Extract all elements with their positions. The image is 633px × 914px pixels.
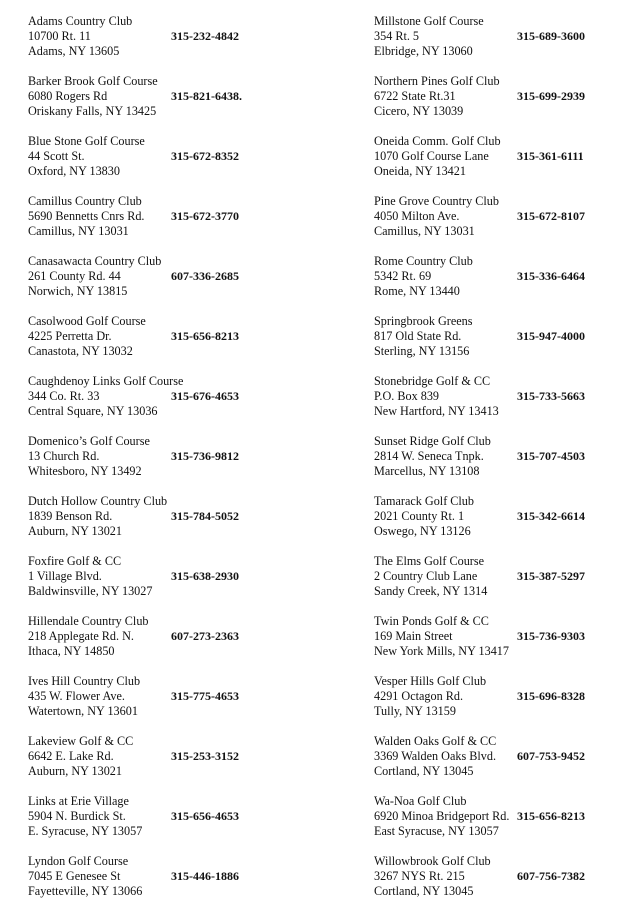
golf-course-entry xyxy=(374,374,624,434)
course-address: 2 Country Club Lane xyxy=(374,569,478,584)
course-address: 6920 Minoa Bridgeport Rd. xyxy=(374,809,510,824)
course-address: 218 Applegate Rd. N. xyxy=(28,629,134,644)
course-phone: 315-672-3770 xyxy=(171,209,239,224)
course-phone: 315-733-5663 xyxy=(517,389,585,404)
course-phone: 315-656-4653 xyxy=(171,809,239,824)
golf-course-entry xyxy=(28,554,318,614)
course-name: Lyndon Golf Course xyxy=(28,854,129,868)
course-phone: 607-756-7382 xyxy=(517,869,585,884)
course-name: Vesper Hills Golf Club xyxy=(374,674,487,688)
golf-course-entry xyxy=(28,134,318,194)
course-phone: 315-638-2930 xyxy=(171,569,239,584)
course-address: 2021 County Rt. 1 xyxy=(374,509,465,524)
course-address: 10700 Rt. 11 xyxy=(28,29,91,44)
golf-course-entry xyxy=(28,74,318,134)
course-phone: 315-689-3600 xyxy=(517,29,585,44)
golf-course-entry xyxy=(374,434,624,494)
course-address: 6722 State Rt.31 xyxy=(374,89,456,104)
course-address: 3369 Walden Oaks Blvd. xyxy=(374,749,497,764)
golf-course-entry xyxy=(374,734,624,794)
golf-course-entry xyxy=(28,374,318,434)
course-address: 5690 Bennetts Cnrs Rd. xyxy=(28,209,145,224)
course-name: Lakeview Golf & CC xyxy=(28,734,134,748)
course-city: Cicero, NY 13039 xyxy=(374,104,464,119)
course-name: Blue Stone Golf Course xyxy=(28,134,145,148)
course-city: Watertown, NY 13601 xyxy=(28,704,138,719)
course-phone: 315-446-1886 xyxy=(171,869,239,884)
course-name: Hillendale Country Club xyxy=(28,614,149,628)
golf-course-entry xyxy=(28,434,318,494)
golf-course-entry xyxy=(28,614,318,674)
course-phone: 315-656-8213 xyxy=(517,809,585,824)
course-city: Marcellus, NY 13108 xyxy=(374,464,480,479)
course-address: 261 County Rd. 44 xyxy=(28,269,121,284)
course-phone: 315-947-4000 xyxy=(517,329,585,344)
course-city: Central Square, NY 13036 xyxy=(28,404,158,419)
course-phone: 315-361-6111 xyxy=(517,149,584,164)
course-phone: 315-336-6464 xyxy=(517,269,585,284)
course-name: Barker Brook Golf Course xyxy=(28,74,158,88)
golf-course-entry xyxy=(374,554,624,614)
course-city: Auburn, NY 13021 xyxy=(28,764,122,779)
course-city: Adams, NY 13605 xyxy=(28,44,120,59)
course-address: 435 W. Flower Ave. xyxy=(28,689,125,704)
course-city: Fayetteville, NY 13066 xyxy=(28,884,143,899)
course-city: Canastota, NY 13032 xyxy=(28,344,133,359)
course-phone: 607-753-9452 xyxy=(517,749,585,764)
course-address: 4225 Perretta Dr. xyxy=(28,329,112,344)
course-address: 5904 N. Burdick St. xyxy=(28,809,126,824)
course-phone: 315-342-6614 xyxy=(517,509,585,524)
course-city: Oswego, NY 13126 xyxy=(374,524,471,539)
course-phone: 315-253-3152 xyxy=(171,749,239,764)
golf-course-entry xyxy=(28,314,318,374)
golf-course-entry xyxy=(374,14,624,74)
course-city: Tully, NY 13159 xyxy=(374,704,456,719)
golf-course-entry xyxy=(28,194,318,254)
course-phone: 607-273-2363 xyxy=(171,629,239,644)
course-city: Oneida, NY 13421 xyxy=(374,164,466,179)
course-address: 1070 Golf Course Lane xyxy=(374,149,489,164)
course-city: East Syracuse, NY 13057 xyxy=(374,824,499,839)
course-city: Oxford, NY 13830 xyxy=(28,164,120,179)
course-name: Caughdenoy Links Golf Course xyxy=(28,374,184,388)
course-name: Dutch Hollow Country Club xyxy=(28,494,168,508)
golf-course-entry xyxy=(374,794,624,854)
course-city: New Hartford, NY 13413 xyxy=(374,404,499,419)
course-phone: 315-699-2939 xyxy=(517,89,585,104)
course-address: 44 Scott St. xyxy=(28,149,85,164)
course-city: New York Mills, NY 13417 xyxy=(374,644,509,659)
course-address: 5342 Rt. 69 xyxy=(374,269,432,284)
golf-course-entry xyxy=(28,794,318,854)
course-address: 7045 E Genesee St xyxy=(28,869,121,884)
course-city: Rome, NY 13440 xyxy=(374,284,460,299)
course-name: Tamarack Golf Club xyxy=(374,494,474,508)
course-name: Adams Country Club xyxy=(28,14,133,28)
course-phone: 315-707-4503 xyxy=(517,449,585,464)
course-city: Auburn, NY 13021 xyxy=(28,524,122,539)
course-name: Oneida Comm. Golf Club xyxy=(374,134,501,148)
course-address: 6642 E. Lake Rd. xyxy=(28,749,114,764)
golf-course-entry xyxy=(374,854,624,914)
course-phone: 315-736-9303 xyxy=(517,629,585,644)
course-city: Sterling, NY 13156 xyxy=(374,344,470,359)
golf-course-entry xyxy=(28,854,318,914)
course-name: Canasawacta Country Club xyxy=(28,254,162,268)
course-name: Wa-Noa Golf Club xyxy=(374,794,467,808)
course-phone: 315-821-6438. xyxy=(171,89,242,104)
course-phone: 315-672-8352 xyxy=(171,149,239,164)
course-address: 4291 Octagon Rd. xyxy=(374,689,464,704)
course-name: Walden Oaks Golf & CC xyxy=(374,734,497,748)
course-city: Whitesboro, NY 13492 xyxy=(28,464,142,479)
golf-course-entry xyxy=(28,494,318,554)
course-address: 817 Old State Rd. xyxy=(374,329,462,344)
course-name: Camillus Country Club xyxy=(28,194,142,208)
left-column xyxy=(28,14,318,914)
course-name: Rome Country Club xyxy=(374,254,473,268)
course-address: 13 Church Rd. xyxy=(28,449,100,464)
course-name: Millstone Golf Course xyxy=(374,14,484,28)
course-name: Ives Hill Country Club xyxy=(28,674,141,688)
course-address: 3267 NYS Rt. 215 xyxy=(374,869,465,884)
course-city: Elbridge, NY 13060 xyxy=(374,44,473,59)
course-name: Domenico’s Golf Course xyxy=(28,434,150,448)
course-address: 169 Main Street xyxy=(374,629,453,644)
course-city: Cortland, NY 13045 xyxy=(374,884,474,899)
course-address: P.O. Box 839 xyxy=(374,389,440,404)
course-name: Sunset Ridge Golf Club xyxy=(374,434,491,448)
golf-course-entry xyxy=(28,734,318,794)
course-name: Foxfire Golf & CC xyxy=(28,554,122,568)
golf-course-entry xyxy=(28,254,318,314)
course-address: 4050 Milton Ave. xyxy=(374,209,460,224)
course-city: Baldwinsville, NY 13027 xyxy=(28,584,153,599)
course-name: Springbrook Greens xyxy=(374,314,473,328)
golf-course-entry xyxy=(28,674,318,734)
course-phone: 315-736-9812 xyxy=(171,449,239,464)
course-phone: 315-676-4653 xyxy=(171,389,239,404)
course-name: The Elms Golf Course xyxy=(374,554,485,568)
course-address: 344 Co. Rt. 33 xyxy=(28,389,100,404)
course-address: 1 Village Blvd. xyxy=(28,569,102,584)
course-city: Oriskany Falls, NY 13425 xyxy=(28,104,157,119)
course-city: Camillus, NY 13031 xyxy=(374,224,475,239)
course-address: 6080 Rogers Rd xyxy=(28,89,108,104)
course-address: 354 Rt. 5 xyxy=(374,29,420,44)
course-name: Links at Erie Village xyxy=(28,794,129,808)
golf-course-entry xyxy=(374,194,624,254)
course-phone: 607-336-2685 xyxy=(171,269,239,284)
course-city: Camillus, NY 13031 xyxy=(28,224,129,239)
golf-course-entry xyxy=(374,134,624,194)
golf-course-entry xyxy=(28,14,318,74)
course-city: Ithaca, NY 14850 xyxy=(28,644,115,659)
course-phone: 315-232-4842 xyxy=(171,29,239,44)
course-name: Stonebridge Golf & CC xyxy=(374,374,491,388)
golf-course-entry xyxy=(374,314,624,374)
course-name: Willowbrook Golf Club xyxy=(374,854,491,868)
course-name: Northern Pines Golf Club xyxy=(374,74,500,88)
course-phone: 315-387-5297 xyxy=(517,569,585,584)
course-phone: 315-775-4653 xyxy=(171,689,239,704)
golf-course-entry xyxy=(374,494,624,554)
course-name: Pine Grove Country Club xyxy=(374,194,499,208)
course-city: Cortland, NY 13045 xyxy=(374,764,474,779)
course-city: Norwich, NY 13815 xyxy=(28,284,128,299)
course-address: 1839 Benson Rd. xyxy=(28,509,113,524)
right-column xyxy=(374,14,624,914)
course-phone: 315-656-8213 xyxy=(171,329,239,344)
course-name: Twin Ponds Golf & CC xyxy=(374,614,489,628)
golf-course-entry xyxy=(374,614,624,674)
golf-course-entry xyxy=(374,674,624,734)
golf-course-entry xyxy=(374,74,624,134)
golf-course-entry xyxy=(374,254,624,314)
course-phone: 315-784-5052 xyxy=(171,509,239,524)
course-city: E. Syracuse, NY 13057 xyxy=(28,824,143,839)
course-phone: 315-672-8107 xyxy=(517,209,585,224)
course-address: 2814 W. Seneca Tnpk. xyxy=(374,449,484,464)
course-city: Sandy Creek, NY 1314 xyxy=(374,584,488,599)
course-name: Casolwood Golf Course xyxy=(28,314,146,328)
course-phone: 315-696-8328 xyxy=(517,689,585,704)
